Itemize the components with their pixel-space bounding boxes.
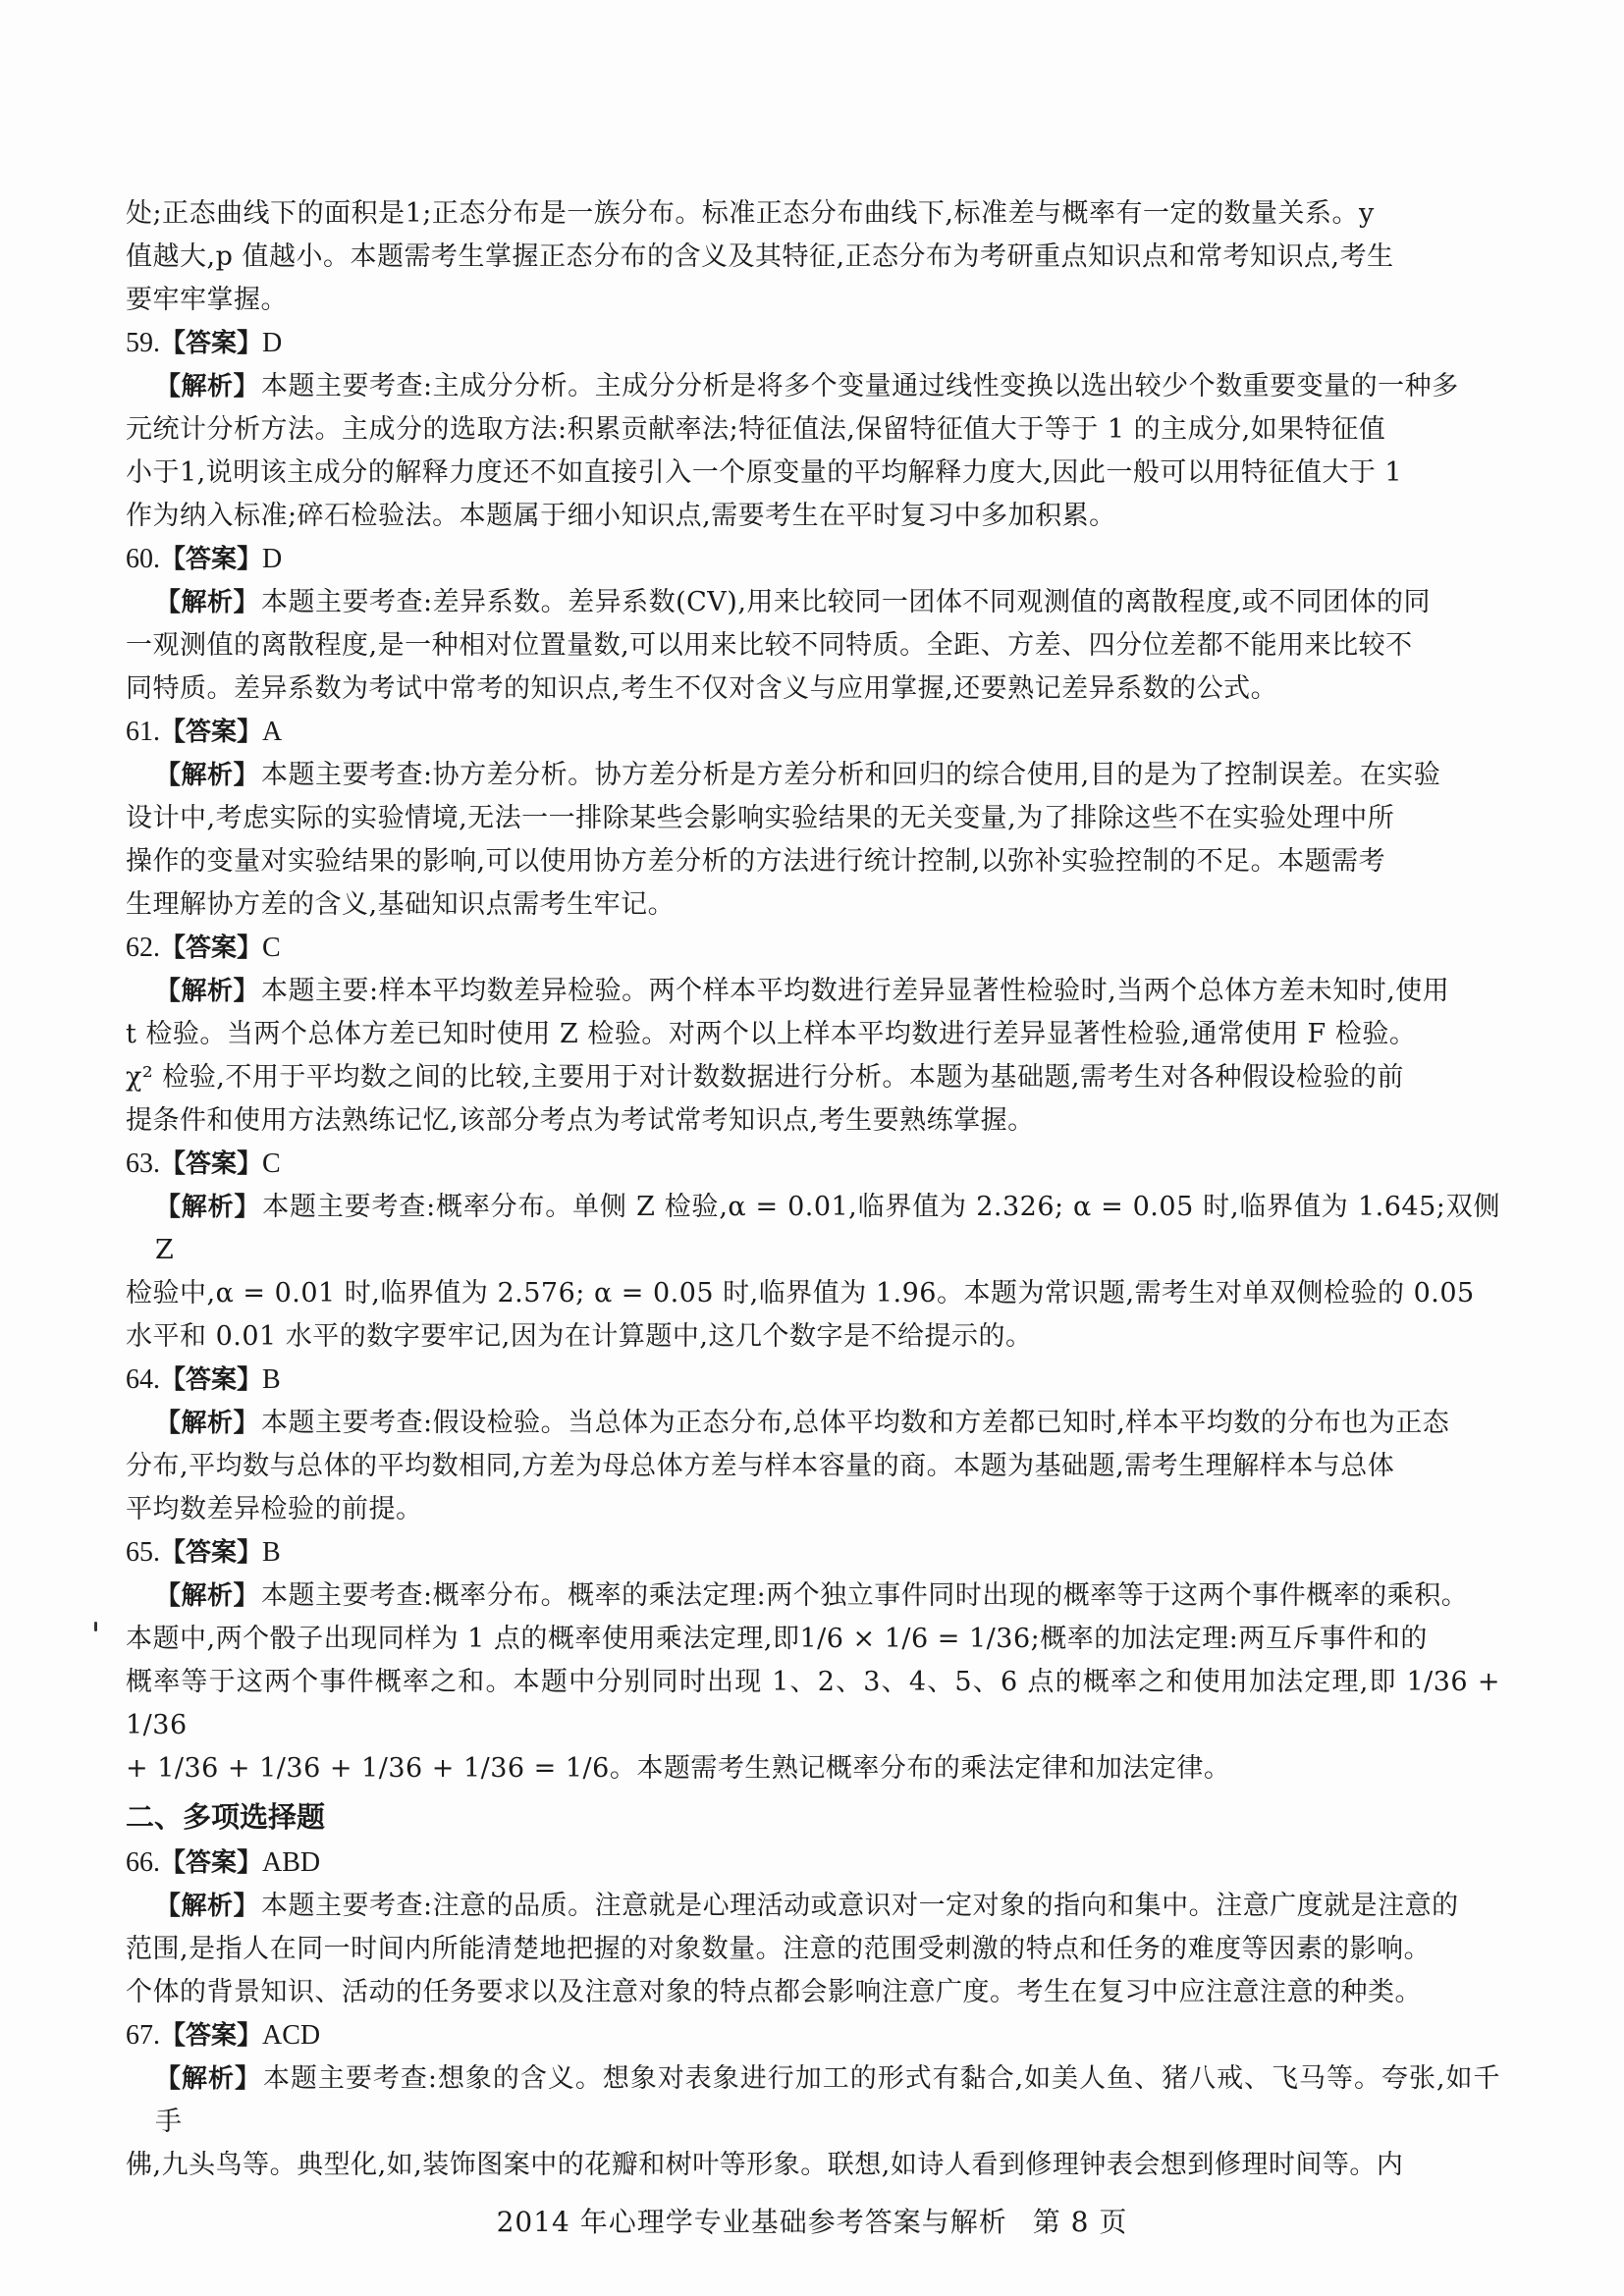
explanation-line [126,1402,1500,1445]
answer-value: D [262,544,283,574]
question-number: 61. [126,717,160,747]
question-number: 64. [126,1364,160,1395]
explanation-line [126,365,1500,408]
explanation-line [126,2057,1500,2144]
answer-tag: 【答案】 [160,1538,263,1568]
answer-value: B [262,1537,281,1568]
answer-value: B [262,1364,281,1395]
explanation [126,754,1500,927]
explanation-line [126,581,1500,624]
answer-item [126,1842,1500,2014]
answer-tag: 【答案】 [160,329,263,358]
answer-item [126,927,1500,1143]
explanation-tag: 【解析】 [155,2064,261,2094]
explanation [126,1885,1500,2014]
explanation-line: χ² 检验,不用于平均数之间的比较,主要用于对计数数据进行分析。本题为基础题,需考生对各种假设检验的前 [126,1062,1405,1093]
question-number: 62. [126,933,160,963]
question-number: 67. [126,2020,160,2051]
explanation-line [126,1186,1500,1272]
explanation-text: 本题主要考查:协方差分析。协方差分析是方差分析和回归的综合使用,目的是为了控制误差。在实验 [261,760,1441,790]
single-choice-answers [126,322,1500,1790]
explanation-line: 元统计分析方法。主成分的选取方法:积累贡献率法;特征值法,保留特征值大于等于 1 的主成分,如果特征值 [126,414,1386,445]
multiple-choice-answers [126,1842,1500,2187]
explanation-line: 个体的背景知识、活动的任务要求以及注意对象的特点都会影响注意广度。考生在复习中应注意注意的种类。 [126,1977,1422,2007]
explanation [126,2057,1500,2187]
explanation-tag: 【解析】 [155,977,260,1006]
answer-item [126,322,1500,538]
explanation [126,1186,1500,1359]
explanation [126,1575,1500,1790]
answer-line [126,1842,1500,1885]
explanation [126,970,1500,1143]
explanation-line: + 1/36 + 1/36 + 1/36 + 1/36 = 1/6。本题需考生熟记概率分布的乘法定律和加法定律。 [126,1753,1231,1784]
explanation-line [126,1575,1500,1618]
page-footer [0,2201,1624,2240]
explanation-line: 平均数差异检验的前提。 [126,1494,423,1524]
explanation-line: 设计中,考虑实际的实验情境,无法一一排除某些会影响实验结果的无关变量,为了排除这些不在实验处理中所 [126,803,1395,833]
answer-value: ABD [262,1847,321,1878]
answer-value: ACD [262,2020,321,2051]
answer-line [126,1143,1500,1186]
answer-tag: 【答案】 [160,718,263,747]
explanation [126,365,1500,538]
question-number: 65. [126,1537,160,1568]
explanation-line: 本题中,两个骰子出现同样为 1 点的概率使用乘法定理,即1/6 × 1/6 = 1/36;概率的加法定理:两互斥事件和的 [126,1624,1428,1654]
answer-value: C [262,1148,281,1179]
explanation-tag: 【解析】 [155,588,260,617]
answer-item [126,2014,1500,2187]
explanation-line: 范围,是指人在同一时间内所能清楚地把握的对象数量。注意的范围受刺激的特点和任务的难度等因素的影响。 [126,1934,1432,1964]
scan-mark [94,1622,97,1631]
answer-value: A [262,717,283,747]
explanation-line: 小于1,说明该主成分的解释力度还不如直接引入一个原变量的平均解释力度大,因此一般可以用特征值大于 1 [126,457,1403,488]
explanation-line [126,754,1500,797]
answer-item [126,711,1500,927]
answer-tag: 【答案】 [160,934,263,963]
explanation-line [126,1885,1500,1928]
page-content [126,192,1500,2187]
explanation-text: 本题主要考查:概率分布。概率的乘法定理:两个独立事件同时出现的概率等于这两个事件概率的乘积。 [261,1580,1469,1611]
explanation-text: 本题主要考查:假设检验。当总体为正态分布,总体平均数和方差都已知时,样本平均数的分布也为正态 [261,1408,1450,1438]
answer-tag: 【答案】 [160,1365,263,1395]
explanation-text: 本题主要考查:概率分布。单侧 Z 检验,α = 0.01,临界值为 2.326; α = 0.05 时,临界值为 1.645;双侧 Z [155,1192,1500,1265]
explanation-line: 提条件和使用方法熟练记忆,该部分考点为考试常考知识点,考生要熟练掌握。 [126,1105,1035,1136]
answer-tag: 【答案】 [160,1848,263,1878]
explanation-tag: 【解析】 [155,1892,260,1921]
explanation-line: 操作的变量对实验结果的影响,可以使用协方差分析的方法进行统计控制,以弥补实验控制的不足。本题需考 [126,846,1386,877]
answer-line [126,1359,1500,1402]
intro-line: 要牢牢掌握。 [126,285,288,315]
intro-line: 处;正态曲线下的面积是1;正态分布是一族分布。标准正态分布曲线下,标准差与概率有一定的数量关系。y [126,198,1375,229]
explanation-text: 本题主要考查:主成分分析。主成分分析是将多个变量通过线性变换以选出较少个数重要变量的一种多 [261,371,1459,401]
explanation-line: 同特质。差异系数为考试中常考的知识点,考生不仅对含义与应用掌握,还要熟记差异系数的公式。 [126,673,1278,704]
explanation-tag: 【解析】 [155,761,260,790]
section-title: 二、多项选择题 [126,1800,326,1834]
footer-page-number: 第 8 页 [1032,2206,1128,2238]
explanation-line: 水平和 0.01 水平的数字要牢记,因为在计算题中,这几个数字是不给提示的。 [126,1321,1033,1352]
answer-tag: 【答案】 [160,545,263,574]
question-number: 59. [126,328,160,358]
explanation-text: 本题主要考查:想象的含义。想象对表象进行加工的形式有黏合,如美人鱼、猪八戒、飞马等。夸张,如千手 [155,2063,1500,2137]
explanation [126,1402,1500,1531]
explanation-line: 一观测值的离散程度,是一种相对位置量数,可以用来比较不同特质。全距、方差、四分位差都不能用来比较不 [126,630,1413,661]
explanation-line: 生理解协方差的含义,基础知识点需考生牢记。 [126,889,676,920]
answer-line [126,1531,1500,1575]
question-number: 60. [126,544,160,574]
answer-value: D [262,328,283,358]
explanation-tag: 【解析】 [155,1409,260,1438]
explanation-line: t 检验。当两个总体方差已知时使用 Z 检验。对两个以上样本平均数进行差异显著性检验,通常使用 F 检验。 [126,1019,1417,1049]
explanation-tag: 【解析】 [155,372,260,401]
question-number: 63. [126,1148,160,1179]
explanation-line: 作为纳入标准;碎石检验法。本题属于细小知识点,需要考生在平时复习中多加积累。 [126,501,1116,531]
answer-item [126,1359,1500,1531]
answer-line [126,322,1500,365]
explanation-tag: 【解析】 [155,1193,261,1222]
intro-line: 值越大,p 值越小。本题需考生掌握正态分布的含义及其特征,正态分布为考研重点知识点和常考知识点,考生 [126,241,1394,272]
answer-value: C [262,933,281,963]
explanation-tag: 【解析】 [155,1581,260,1611]
explanation-line: 分布,平均数与总体的平均数相同,方差为母总体方差与样本容量的商。本题为基础题,需考生理解样本与总体 [126,1451,1395,1481]
answer-line [126,711,1500,754]
intro-paragraph [126,192,1500,322]
answer-item [126,1531,1500,1790]
explanation-line: 概率等于这两个事件概率之和。本题中分别同时出现 1、2、3、4、5、6 点的概率之和使用加法定理,即 1/36 + 1/36 [126,1667,1501,1740]
answer-line [126,927,1500,970]
explanation-text: 本题主要考查:注意的品质。注意就是心理活动或意识对一定对象的指向和集中。注意广度就是注意的 [261,1891,1459,1921]
footer-title: 2014 年心理学专业基础参考答案与解析 [496,2206,1007,2238]
explanation-line: 检验中,α = 0.01 时,临界值为 2.576; α = 0.05 时,临界值为 1.96。本题为常识题,需考生对单双侧检验的 0.05 [126,1278,1475,1308]
answer-line [126,538,1500,581]
answer-tag: 【答案】 [160,1149,263,1179]
answer-item [126,1143,1500,1359]
explanation-text: 本题主要:样本平均数差异检验。两个样本平均数进行差异显著性检验时,当两个总体方差未知时,使用 [261,976,1450,1006]
explanation-text: 本题主要考查:差异系数。差异系数(CV),用来比较同一团体不同观测值的离散程度,或不同团体的同 [261,587,1432,617]
answer-line [126,2014,1500,2057]
explanation-line: 佛,九头鸟等。典型化,如,装饰图案中的花瓣和树叶等形象。联想,如诗人看到修理钟表会想到修理时间等。内 [126,2150,1404,2180]
explanation [126,581,1500,711]
explanation-line [126,970,1500,1013]
answer-tag: 【答案】 [160,2021,263,2051]
answer-item [126,538,1500,711]
question-number: 66. [126,1847,160,1878]
